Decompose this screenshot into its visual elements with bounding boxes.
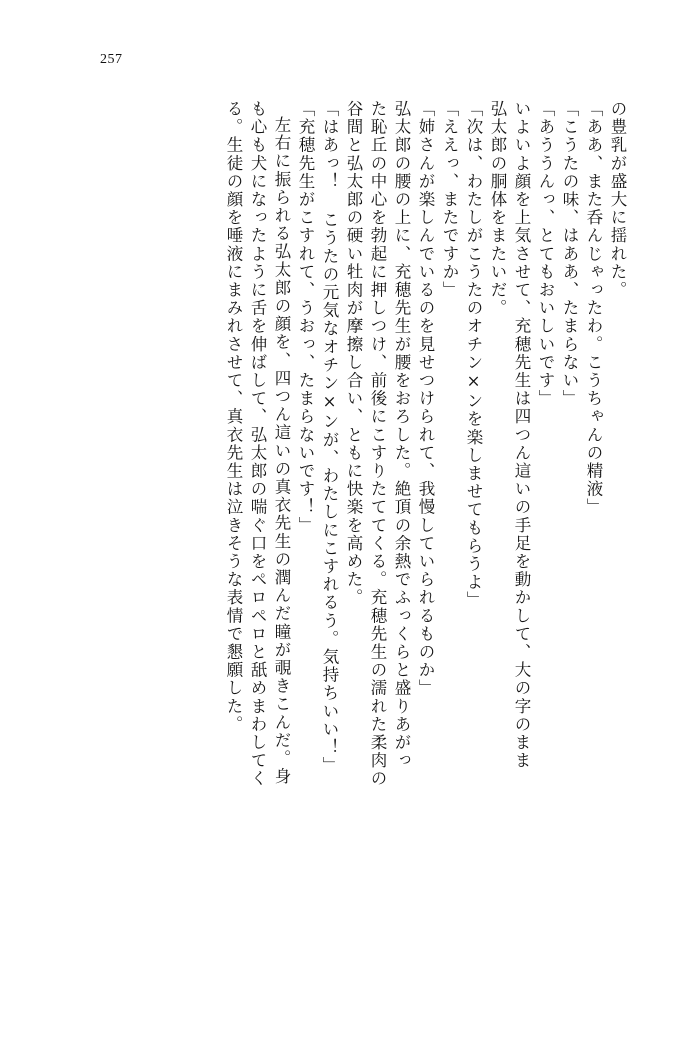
page-number: 257 xyxy=(100,52,123,67)
text-line: 「ええっ、またですか」 xyxy=(440,100,459,300)
text-line: 「姉さんが楽しんでいるのを見せつけられて、我慢していられるものか」 xyxy=(416,100,435,698)
text-line: 左右に振られる弘太郎の顔を、四つん這いの真衣先生の潤んだ瞳が覗きこんだ。身 xyxy=(272,116,291,786)
text-line: 谷間と弘太郎の硬い牡肉が摩擦し合い、ともに快楽を高めた。 xyxy=(344,100,363,607)
text-line: 「はあっ！ こうたの元気なオチン×ンが、わたしにこすれるう。気持ちいい！」 xyxy=(320,100,339,775)
text-line: 「あううんっ、とてもおいしいです」 xyxy=(536,100,555,408)
text-line: 「ああ、また呑んじゃったわ。こうちゃんの精液」 xyxy=(584,100,603,517)
vertical-text-body xyxy=(70,100,625,980)
text-line: 「こうたの味、はああ、たまらない」 xyxy=(560,100,579,408)
text-line: も心も犬になったように舌を伸ばして、弘太郎の喘ぐ口をペロペロと舐めまわしてく xyxy=(248,100,267,788)
text-line: 弘太郎の胴体をまたいだ。 xyxy=(488,100,507,318)
text-line: いよいよ顔を上気させて、充穂先生は四つん這いの手足を動かして、大の字のまま xyxy=(512,100,531,770)
text-line: 弘太郎の腰の上に、充穂先生が腰をおろした。絶頂の余熱でふっくらと盛りあがっ xyxy=(392,100,411,770)
text-line: の豊乳が盛大に揺れた。 xyxy=(608,100,627,300)
text-line: た恥丘の中心を勃起に押しつけ、前後にこすりたててくる。充穂先生の濡れた柔肉の xyxy=(368,100,387,788)
text-line: 「次は、わたしがこうたのオチン×ンを楽しませてもらうよ」 xyxy=(464,100,483,610)
text-line: 「充穂先生がこすれて、うおっ、たまらないです！」 xyxy=(296,100,315,535)
text-line: る。生徒の顔を唾液にまみれさせて、真衣先生は泣きそうな表情で懇願した。 xyxy=(224,100,243,734)
